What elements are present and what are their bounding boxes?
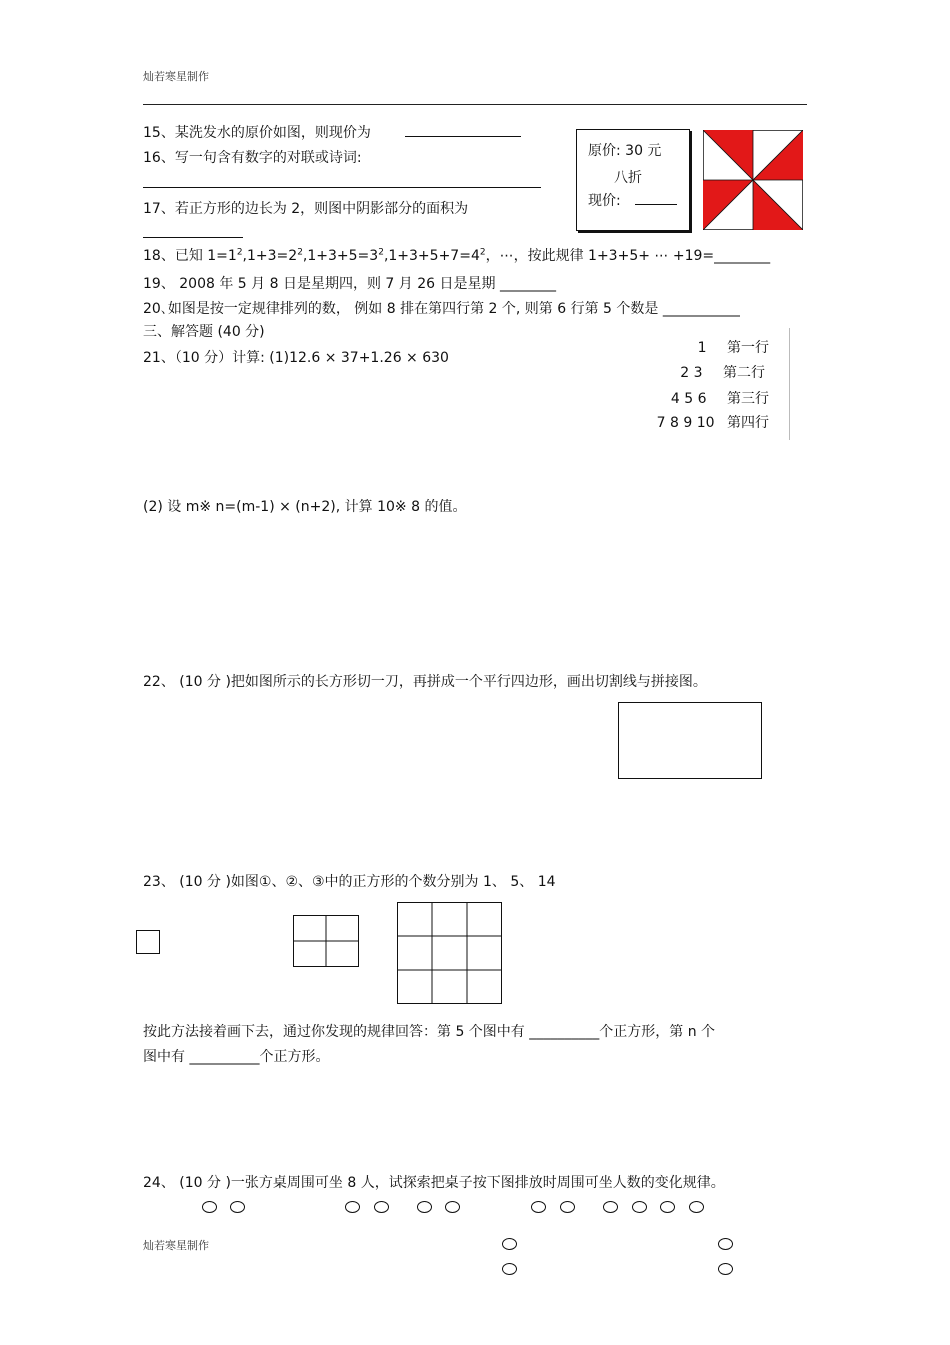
number-triangle-row-2: [680, 362, 765, 382]
q18-exp-1: 2: [236, 247, 243, 258]
seat-circle: [502, 1238, 517, 1250]
question-16-answer-line[interactable]: [143, 175, 541, 188]
figure-2-grid: [293, 915, 359, 968]
price-current: [588, 190, 677, 210]
triangle-row-label: 第二行: [723, 365, 765, 381]
question-24: 24、 (10 分 )一张方桌周围可坐 8 人，试探索把桌子按下图排放时周围可坐人数的变化规律。: [143, 1175, 725, 1191]
price-tag-box: [576, 129, 690, 231]
seat-circle: [718, 1238, 733, 1250]
question-18: [143, 245, 770, 265]
price-current-blank[interactable]: [635, 190, 677, 205]
question-15: [143, 122, 521, 142]
q19-answer-blank[interactable]: ________: [499, 276, 556, 292]
triangle-row-nums: 7 8 9 10: [656, 415, 715, 431]
number-triangle-row-1: [698, 337, 769, 357]
q18-exp-4: 2: [479, 247, 486, 258]
q20-text: 20､如图是按一定规律排列的数， 例如 8 排在第四行第 2 个, 则第 6 行第 5 个数是: [143, 301, 659, 317]
header-watermark: 灿若寒星制作: [143, 70, 209, 83]
header-rule: [143, 104, 807, 105]
footer-watermark: 灿若寒星制作: [143, 1239, 209, 1252]
price-current-label: 现价:: [588, 193, 621, 209]
triangle-row-nums: 4 5 6: [670, 391, 707, 407]
q18-exp-3: 2: [378, 247, 384, 258]
question-23-answer-line-2: 图中有 __________个正方形。: [143, 1049, 330, 1065]
question-22: 22、 (10 分 )把如图所示的长方形切一刀，再拼成一个平行四边形，画出切割线与拼接图。: [143, 674, 707, 690]
triangle-row-label: 第三行: [727, 391, 769, 407]
seat-circle: [202, 1201, 217, 1213]
q19-text: 19、 2008 年 5 月 8 日是星期四，则 7 月 26 日是星期: [143, 276, 496, 292]
number-triangle-row-4: [657, 412, 769, 432]
seat-circle: [417, 1201, 432, 1213]
q18-part-5: ，⋯，按此规律 1+3+5+ ⋯ +19=: [485, 248, 715, 264]
pinwheel-figure: [703, 130, 803, 230]
price-original: 原价: 30 元: [588, 143, 662, 159]
figure-3-grid: [397, 902, 502, 1005]
question-19: [143, 273, 556, 293]
seat-circle: [632, 1201, 647, 1213]
seat-circle: [560, 1201, 575, 1213]
q18-part-3: ,1+3+5=3: [302, 248, 379, 264]
seat-circle: [718, 1263, 733, 1275]
seat-circle: [531, 1201, 546, 1213]
question-23: 23、 (10 分 )如图①、②、③中的正方形的个数分别为 1、 5、 14: [143, 874, 556, 890]
question-21: 21、（10 分）计算: (1)12.6 × 37+1.26 × 630: [143, 350, 449, 366]
seat-circle: [502, 1263, 517, 1275]
q18-part-2: ,1+3=2: [242, 248, 298, 264]
question-15-answer-blank[interactable]: [405, 122, 521, 137]
question-21-part-2: (2) 设 m※ n=(m-1) × (n+2), 计算 10※ 8 的值。: [143, 499, 467, 515]
q18-part-1: 18、已知 1=1: [143, 248, 237, 264]
seat-circle: [603, 1201, 618, 1213]
triangle-row-label: 第四行: [727, 415, 769, 431]
rectangle-figure: [618, 702, 762, 779]
q18-exp-2: 2: [297, 247, 303, 258]
seat-circle: [345, 1201, 360, 1213]
seat-circle: [689, 1201, 704, 1213]
triangle-row-nums: 2 3: [680, 365, 703, 381]
q18-part-4: ,1+3+5+7=4: [383, 248, 480, 264]
question-15-text: 15、某洗发水的原价如图，则现价为: [143, 125, 371, 141]
figure-1-square: [136, 930, 160, 954]
question-17: 17、若正方形的边长为 2，则图中阴影部分的面积为: [143, 201, 469, 217]
question-17-answer-blank[interactable]: [143, 225, 243, 238]
question-20: [143, 298, 740, 318]
q20-answer-blank[interactable]: ___________: [662, 301, 740, 317]
section-title: 三、解答题 (40 分): [143, 324, 265, 340]
seat-circle: [660, 1201, 675, 1213]
question-16: 16、写一句含有数字的对联或诗词:: [143, 150, 362, 166]
triangle-divider: [789, 328, 790, 440]
q18-answer-blank[interactable]: ________: [714, 248, 771, 264]
question-23-answer-line-1: 按此方法接着画下去，通过你发现的规律回答：第 5 个图中有 __________个正方形，第 n 个: [143, 1024, 716, 1040]
triangle-row-label: 第一行: [727, 340, 769, 356]
seat-circle: [374, 1201, 389, 1213]
seat-circle: [230, 1201, 245, 1213]
number-triangle-row-3: [671, 388, 769, 408]
triangle-row-nums: 1: [697, 340, 707, 356]
price-discount: 八折: [614, 170, 642, 186]
seat-circle: [445, 1201, 460, 1213]
